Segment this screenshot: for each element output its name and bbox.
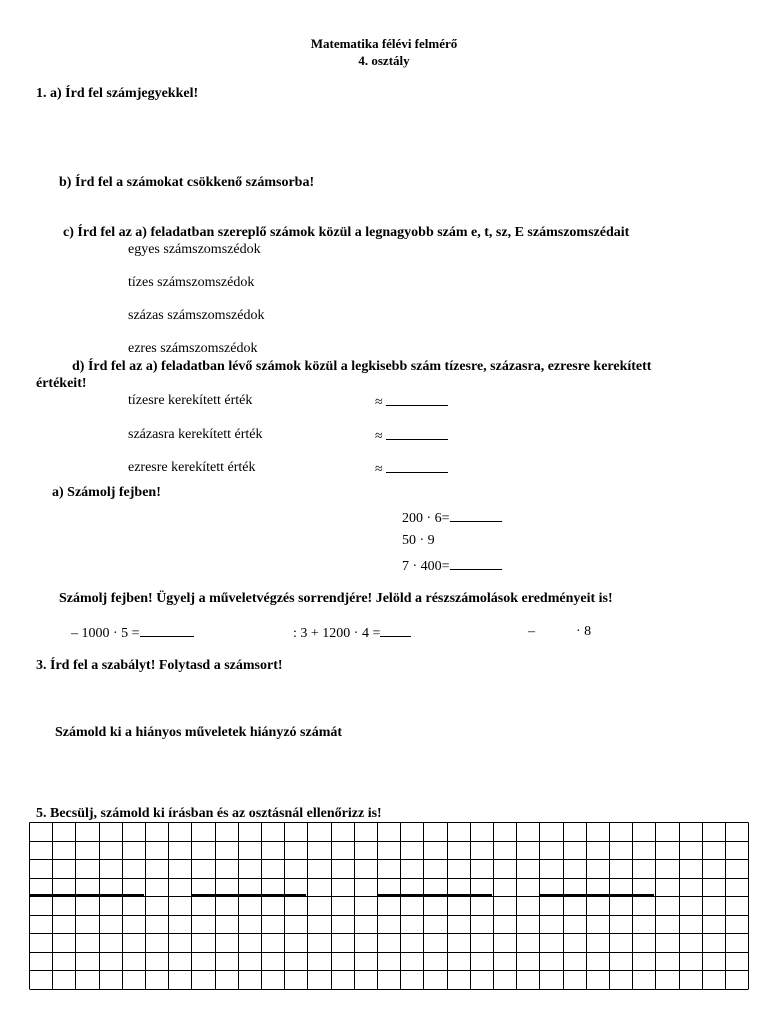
answer-blank bbox=[386, 393, 448, 406]
answer-blank bbox=[380, 624, 411, 637]
answer-blank bbox=[386, 427, 448, 440]
neighbor-hundreds-label: százas számszomszédok bbox=[128, 308, 265, 323]
round-thousands-answer bbox=[375, 460, 448, 478]
neighbor-thousands-label: ezres számszomszédok bbox=[128, 341, 258, 356]
approx-symbol: ≈ bbox=[375, 429, 383, 444]
round-tens-answer bbox=[375, 393, 448, 411]
neighbor-ones-label: egyes számszomszédok bbox=[128, 242, 261, 257]
answer-blank bbox=[140, 624, 194, 637]
exercise-3 bbox=[402, 557, 502, 575]
neighbor-tens-label: tízes számszomszédok bbox=[128, 275, 255, 290]
task-1a-label: 1. a) Írd fel számjegyekkel! bbox=[36, 86, 199, 101]
answer-blank bbox=[386, 460, 448, 473]
task-2a-label: a) Számolj fejben! bbox=[52, 485, 161, 500]
task-1d-label: d) Írd fel az a) feladatban lévő számok közül a legkisebb szám tízesre, százasra, ezresre kerekített bbox=[72, 359, 652, 374]
answer-blank bbox=[450, 509, 502, 522]
task-3-label: 3. Írd fel a szabályt! Folytasd a számsort! bbox=[36, 658, 283, 673]
task-2b-label: Számolj fejben! Ügyelj a műveletvégzés sorrendjére! Jelöld a részszámolások eredményeit is! bbox=[59, 591, 613, 606]
exercise-text: 200 · 6= bbox=[402, 511, 450, 526]
page-subtitle: 4. osztály bbox=[358, 53, 410, 68]
task-1b-label: b) Írd fel a számokat csökkenő számsorba! bbox=[59, 175, 315, 190]
round-tens-label: tízesre kerekített érték bbox=[128, 393, 253, 408]
exercise-2: 50 · 9 bbox=[402, 533, 435, 548]
answer-blank bbox=[450, 557, 502, 570]
exercise-1 bbox=[402, 509, 502, 527]
task-4-label: Számold ki a hiányos műveletek hiányzó számát bbox=[55, 725, 343, 740]
round-thousands-label: ezresre kerekített érték bbox=[128, 460, 256, 475]
approx-symbol: ≈ bbox=[375, 462, 383, 477]
task-1c-label: c) Írd fel az a) feladatban szereplő számok közül a legnagyobb szám e, t, sz, E számszomszédait bbox=[63, 225, 630, 240]
order-op-4: · 8 bbox=[576, 624, 592, 639]
squared-work-grid bbox=[29, 822, 749, 990]
exercise-text: 7 · 400= bbox=[402, 559, 450, 574]
order-op-2 bbox=[293, 624, 411, 642]
order-op-3: – bbox=[528, 624, 535, 639]
approx-symbol: ≈ bbox=[375, 395, 383, 410]
task-1d-label-cont: értékeit! bbox=[36, 376, 87, 391]
task-5-label: 5. Becsülj, számold ki írásban és az osztásnál ellenőrizz is! bbox=[36, 806, 382, 821]
round-hundreds-answer bbox=[375, 427, 448, 445]
op-text: – 1000 · 5 = bbox=[71, 626, 140, 641]
page-title: Matematika félévi felmérő bbox=[310, 36, 458, 51]
op-text: : 3 + 1200 · 4 = bbox=[293, 626, 381, 641]
round-hundreds-label: százasra kerekített érték bbox=[128, 427, 263, 442]
order-op-1 bbox=[71, 624, 194, 642]
